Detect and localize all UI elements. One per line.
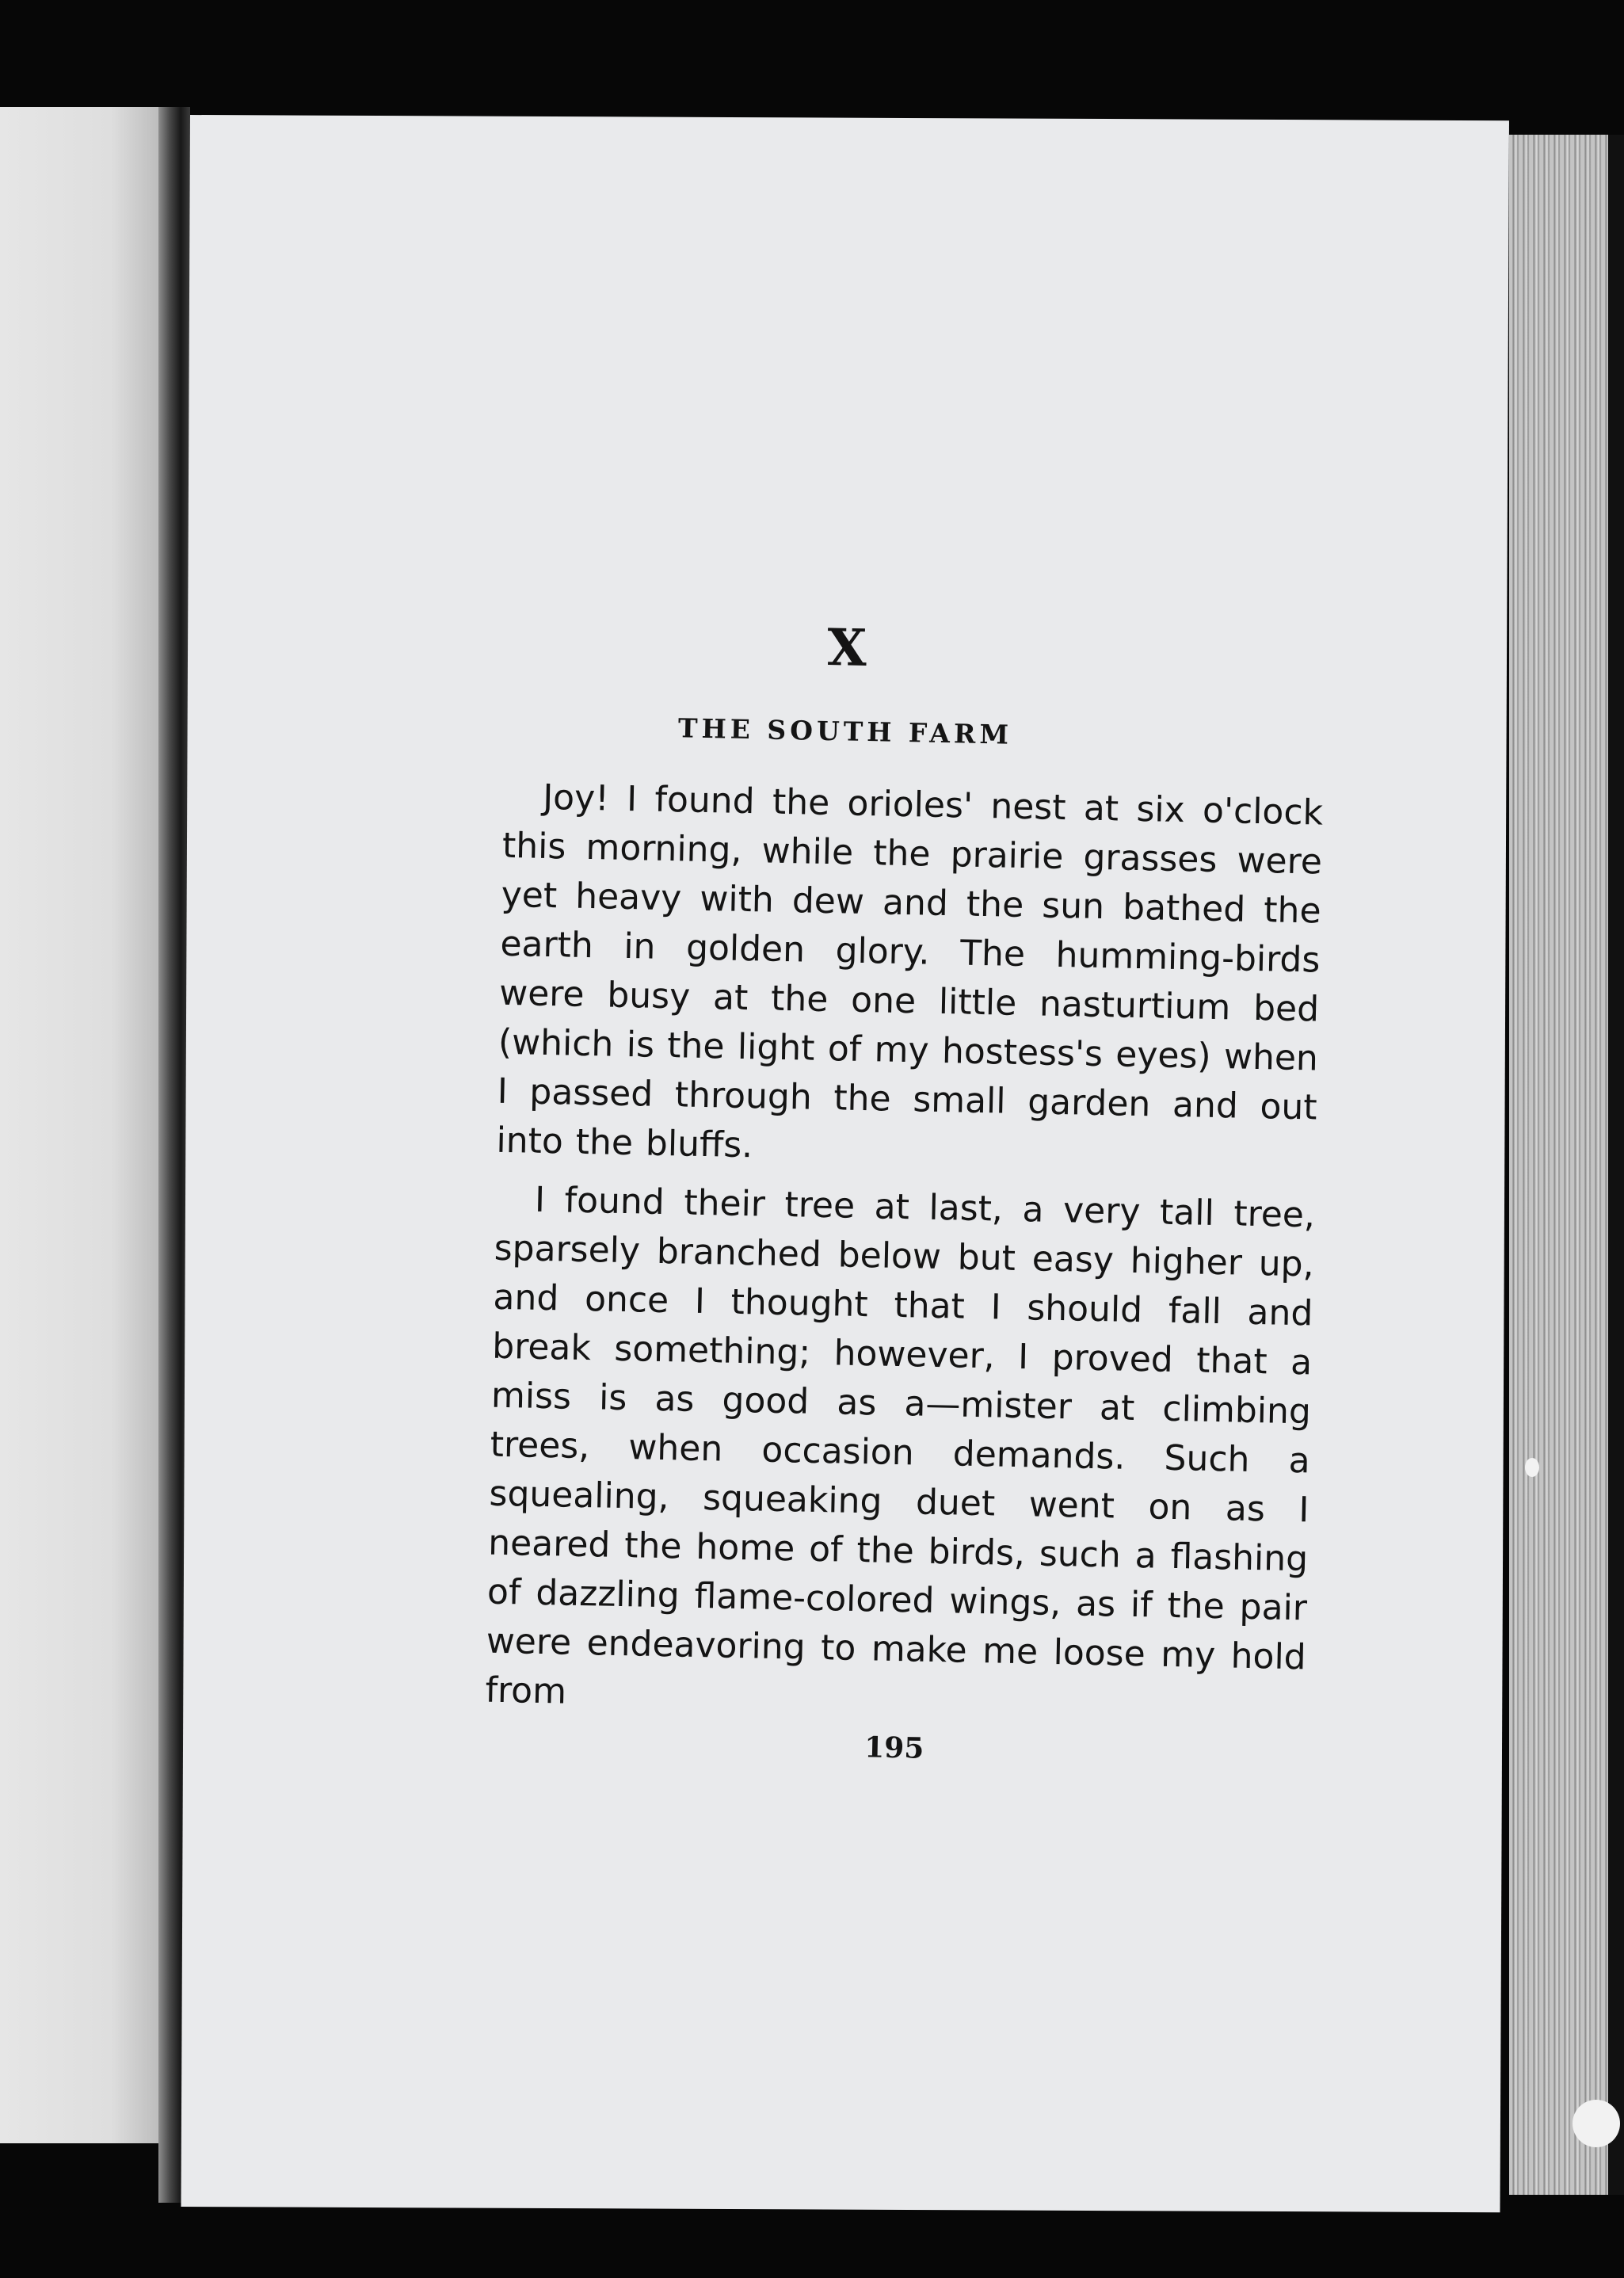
chapter-title: THE SOUTH FARM <box>677 712 1013 750</box>
page-content <box>326 492 1349 1773</box>
book-page <box>181 115 1509 2212</box>
facing-left-page <box>0 107 158 2143</box>
page-number: 195 <box>863 1730 924 1765</box>
paragraph-2: I found their tree at last, a very tall tree, sparsely branched below but easy higher up, and once I thought that I should fall and break something; however, I proved that a miss is as good as a—mister at climbing trees, when occasion demands. Such a squealing, squeaking duet went on as I neared the home of the birds, such a flashing of dazzling flame-colored wings, as if the pair were endeavoring to make me loose my hold from <box>485 1179 1316 1712</box>
page-fore-edge <box>1509 135 1608 2195</box>
scan-speck <box>1573 2100 1620 2147</box>
body-text <box>485 773 1324 1732</box>
scan-speck <box>1525 1458 1539 1477</box>
edge-shadow <box>1608 135 1624 2195</box>
chapter-number: X <box>826 618 867 678</box>
paragraph-1: Joy! I found the orioles' nest at six o'clock this morning, while the prairie grasses were yet heavy with dew and the sun bathed the earth in golden glory. The humming-birds were busy at the one little nasturtium bed (which is the light of my hostess's eyes) when I passed through the small garden and out into the bluffs. <box>496 777 1324 1166</box>
